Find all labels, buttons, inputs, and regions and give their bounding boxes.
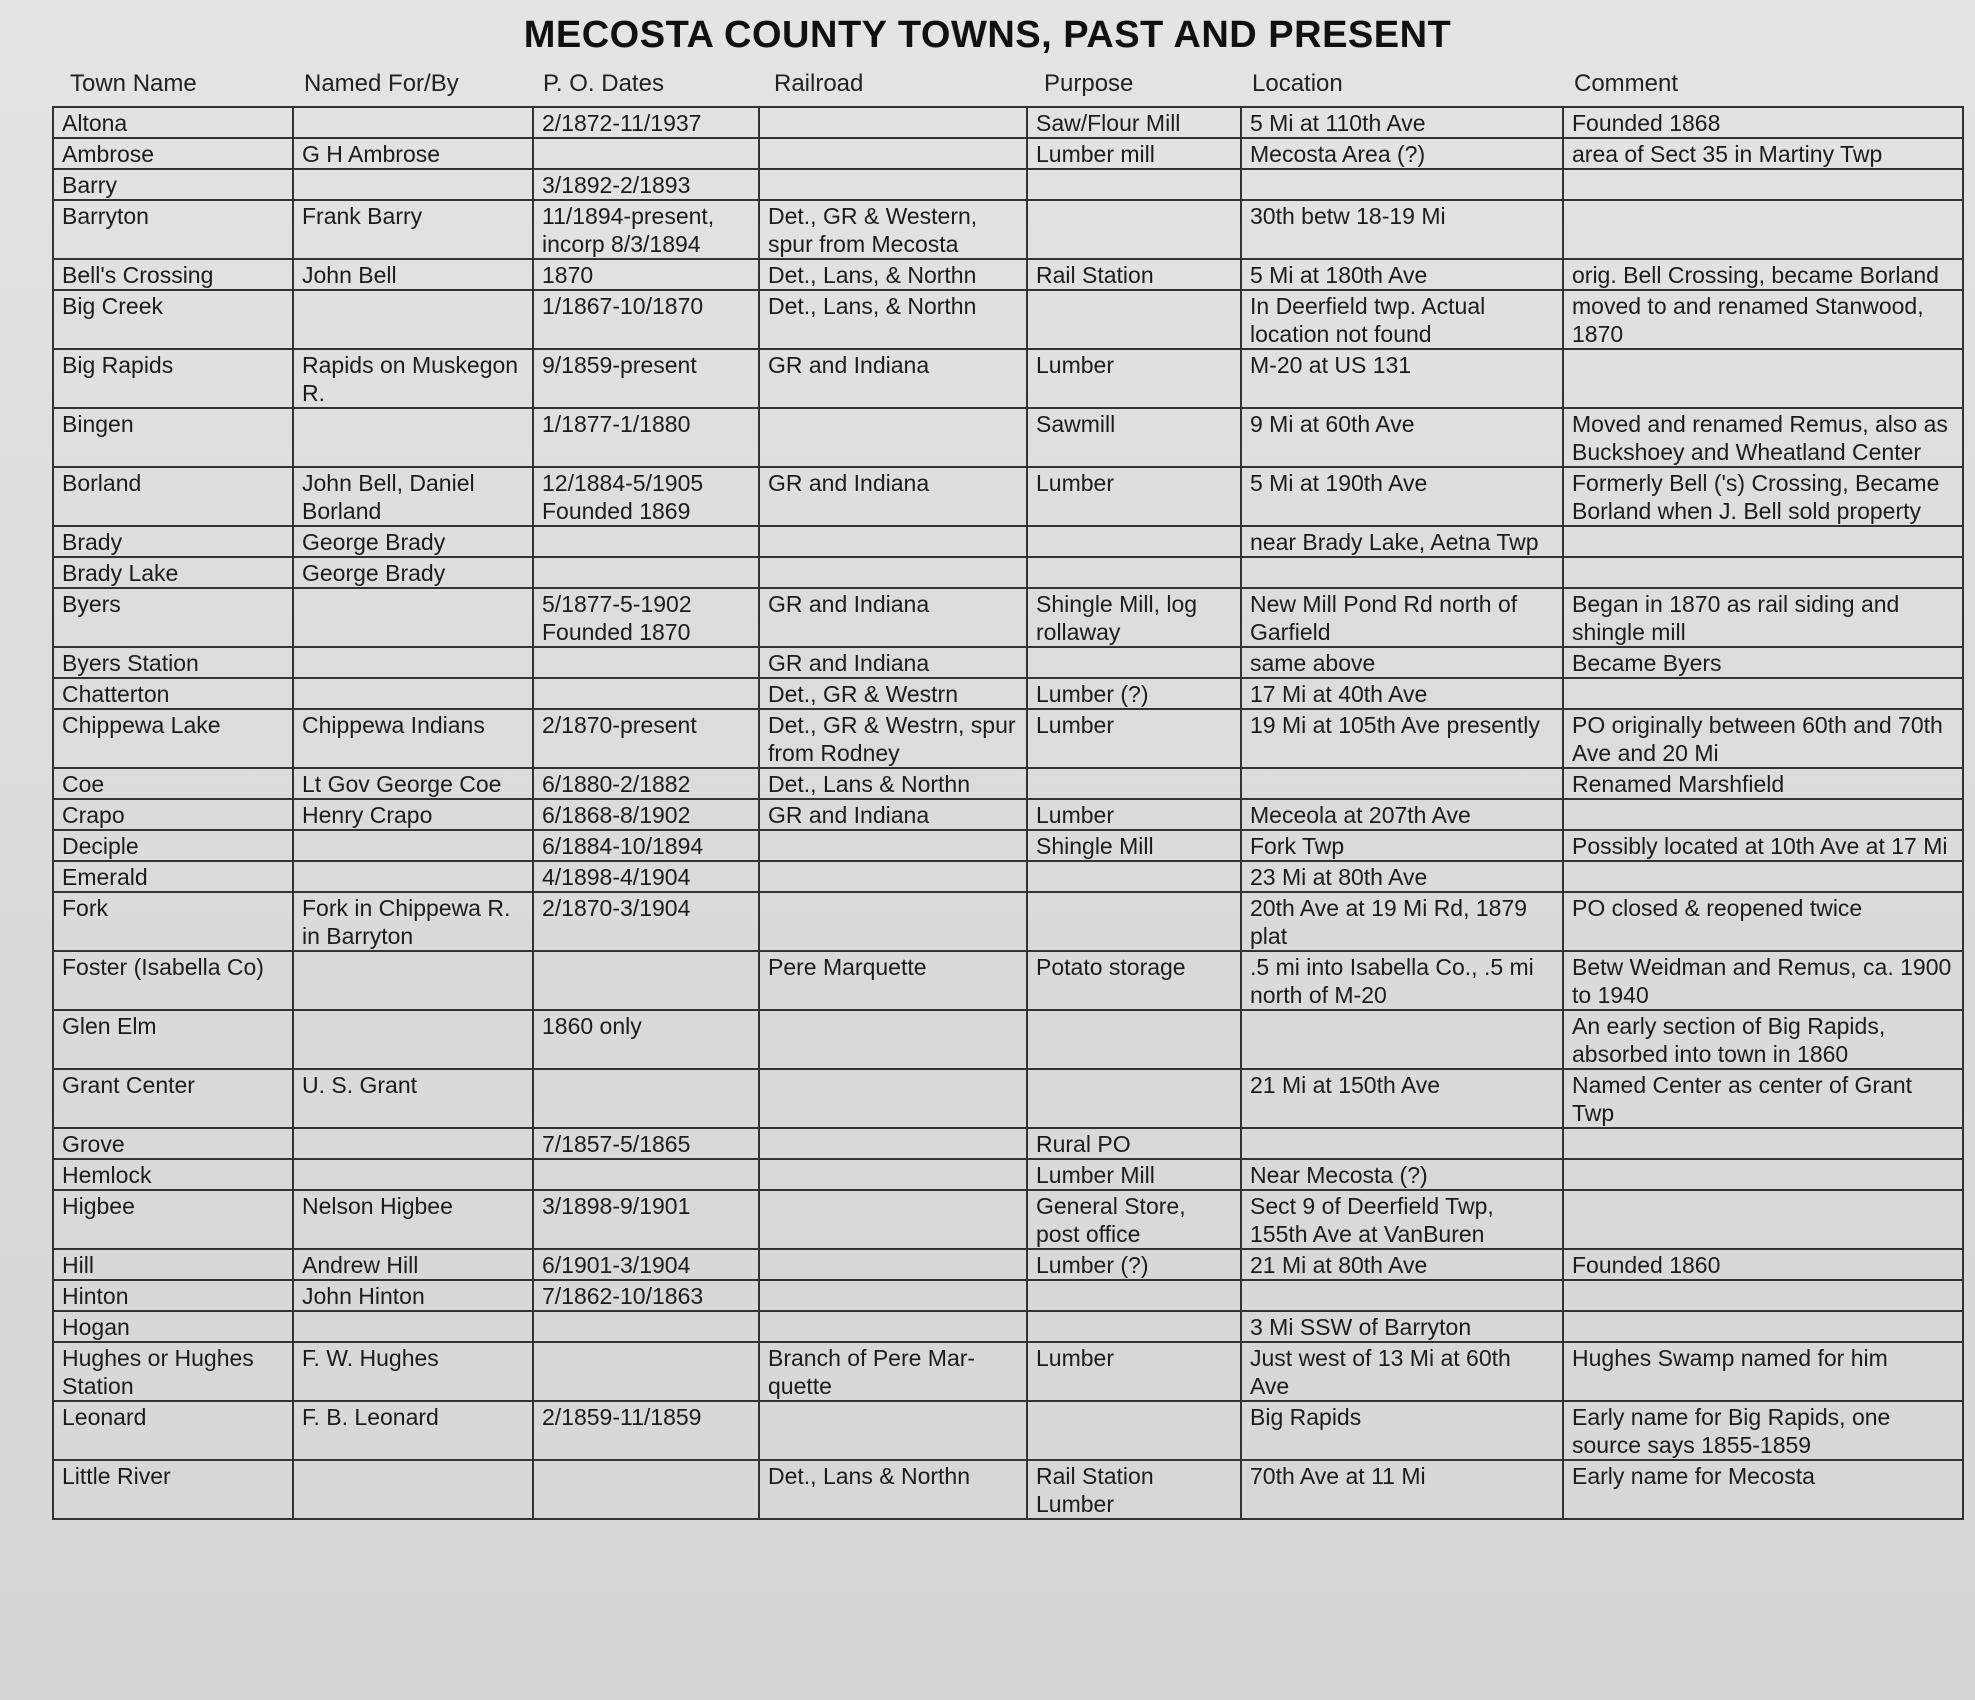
- cell-po-dates: 1/1877-1/1880: [533, 408, 759, 467]
- cell-location: [1241, 1280, 1563, 1311]
- cell-railroad: [759, 1311, 1027, 1342]
- cell-town-name: Hinton: [53, 1280, 293, 1311]
- cell-purpose: [1027, 1401, 1241, 1460]
- cell-railroad: GR and Indiana: [759, 588, 1027, 647]
- cell-town-name: Hemlock: [53, 1159, 293, 1190]
- table-row: [53, 557, 1963, 588]
- table-row: [53, 107, 1963, 138]
- cell-purpose: Sawmill: [1027, 408, 1241, 467]
- page-title: MECOSTA COUNTY TOWNS, PAST AND PRESENT: [523, 14, 1452, 56]
- table-row: [53, 467, 1963, 526]
- cell-po-dates: 11/1894-present, incorp 8/3/1894: [533, 200, 759, 259]
- cell-po-dates: 2/1859-11/1859: [533, 1401, 759, 1460]
- cell-location: [1241, 169, 1563, 200]
- cell-purpose: [1027, 169, 1241, 200]
- cell-purpose: Lumber (?): [1027, 1249, 1241, 1280]
- cell-location: 9 Mi at 60th Ave: [1241, 408, 1563, 467]
- cell-town-name: Emerald: [53, 861, 293, 892]
- cell-town-name: Grant Center: [53, 1069, 293, 1128]
- cell-po-dates: [533, 138, 759, 169]
- cell-location: 21 Mi at 150th Ave: [1241, 1069, 1563, 1128]
- cell-named-for: [293, 408, 533, 467]
- column-header-row: [58, 70, 1963, 106]
- cell-town-name: Barryton: [53, 200, 293, 259]
- cell-named-for: George Brady: [293, 557, 533, 588]
- cell-named-for: Frank Barry: [293, 200, 533, 259]
- cell-town-name: Glen Elm: [53, 1010, 293, 1069]
- table-row: [53, 1249, 1963, 1280]
- cell-comment: Founded 1868: [1563, 107, 1963, 138]
- cell-po-dates: 9/1859-present: [533, 349, 759, 408]
- cell-po-dates: [533, 1460, 759, 1519]
- cell-railroad: GR and Indiana: [759, 349, 1027, 408]
- cell-location: 3 Mi SSW of Barryton: [1241, 1311, 1563, 1342]
- cell-railroad: GR and Indiana: [759, 799, 1027, 830]
- cell-purpose: [1027, 557, 1241, 588]
- cell-location: 5 Mi at 190th Ave: [1241, 467, 1563, 526]
- cell-railroad: [759, 1249, 1027, 1280]
- cell-named-for: [293, 1460, 533, 1519]
- cell-named-for: Andrew Hill: [293, 1249, 533, 1280]
- cell-railroad: [759, 408, 1027, 467]
- cell-named-for: George Brady: [293, 526, 533, 557]
- cell-location: 23 Mi at 80th Ave: [1241, 861, 1563, 892]
- cell-named-for: [293, 861, 533, 892]
- cell-town-name: Foster (Isabella Co): [53, 951, 293, 1010]
- table-row: [53, 1010, 1963, 1069]
- cell-comment: Betw Weidman and Remus, ca. 1900 to 1940: [1563, 951, 1963, 1010]
- cell-location: Just west of 13 Mi at 60th Ave: [1241, 1342, 1563, 1401]
- cell-town-name: Byers Station: [53, 647, 293, 678]
- table-row: [53, 200, 1963, 259]
- cell-railroad: [759, 1190, 1027, 1249]
- cell-railroad: [759, 830, 1027, 861]
- cell-comment: [1563, 799, 1963, 830]
- cell-railroad: [759, 1010, 1027, 1069]
- column-header-location: Location: [1252, 70, 1343, 97]
- cell-railroad: [759, 1159, 1027, 1190]
- cell-town-name: Deciple: [53, 830, 293, 861]
- table-row: [53, 1342, 1963, 1401]
- cell-po-dates: [533, 1069, 759, 1128]
- cell-named-for: [293, 1311, 533, 1342]
- cell-railroad: Det., GR & Westrn, spur from Rodney: [759, 709, 1027, 768]
- cell-po-dates: [533, 557, 759, 588]
- cell-railroad: Det., Lans & Northn: [759, 1460, 1027, 1519]
- cell-location: [1241, 1128, 1563, 1159]
- table-row: [53, 290, 1963, 349]
- cell-location: M-20 at US 131: [1241, 349, 1563, 408]
- cell-town-name: Little River: [53, 1460, 293, 1519]
- cell-railroad: Det., Lans & Northn: [759, 768, 1027, 799]
- table-row: [53, 408, 1963, 467]
- cell-railroad: GR and Indiana: [759, 467, 1027, 526]
- cell-location: 19 Mi at 105th Ave presently: [1241, 709, 1563, 768]
- table-row: [53, 1460, 1963, 1519]
- cell-purpose: Rail Station: [1027, 259, 1241, 290]
- cell-location: 30th betw 18-19 Mi: [1241, 200, 1563, 259]
- cell-named-for: Fork in Chippewa R. in Barryton: [293, 892, 533, 951]
- cell-purpose: General Store, post office: [1027, 1190, 1241, 1249]
- cell-po-dates: [533, 1311, 759, 1342]
- cell-comment: Moved and renamed Remus, also as Buckshoey and Wheatland Center: [1563, 408, 1963, 467]
- cell-po-dates: 3/1898-9/1901: [533, 1190, 759, 1249]
- cell-town-name: Chippewa Lake: [53, 709, 293, 768]
- table-row: [53, 647, 1963, 678]
- cell-named-for: Henry Crapo: [293, 799, 533, 830]
- column-header-named-for: Named For/By: [304, 70, 459, 97]
- cell-po-dates: 4/1898-4/1904: [533, 861, 759, 892]
- cell-railroad: [759, 1069, 1027, 1128]
- cell-po-dates: 2/1870-3/1904: [533, 892, 759, 951]
- table-row: [53, 526, 1963, 557]
- cell-po-dates: 1860 only: [533, 1010, 759, 1069]
- cell-comment: [1563, 861, 1963, 892]
- cell-location: [1241, 1010, 1563, 1069]
- cell-railroad: Pere Marquette: [759, 951, 1027, 1010]
- cell-town-name: Borland: [53, 467, 293, 526]
- cell-railroad: [759, 1401, 1027, 1460]
- cell-named-for: [293, 169, 533, 200]
- cell-comment: Formerly Bell ('s) Crossing, Became Borland when J. Bell sold property: [1563, 467, 1963, 526]
- cell-named-for: [293, 588, 533, 647]
- cell-purpose: [1027, 892, 1241, 951]
- cell-purpose: Potato storage: [1027, 951, 1241, 1010]
- cell-po-dates: [533, 1159, 759, 1190]
- cell-po-dates: 6/1901-3/1904: [533, 1249, 759, 1280]
- cell-railroad: Det., Lans, & Northn: [759, 290, 1027, 349]
- cell-purpose: [1027, 290, 1241, 349]
- cell-railroad: Branch of Pere Mar-quette: [759, 1342, 1027, 1401]
- cell-town-name: Bingen: [53, 408, 293, 467]
- cell-po-dates: [533, 526, 759, 557]
- cell-comment: An early section of Big Rapids, absorbed into town in 1860: [1563, 1010, 1963, 1069]
- table-row: [53, 951, 1963, 1010]
- cell-location: 21 Mi at 80th Ave: [1241, 1249, 1563, 1280]
- cell-location: same above: [1241, 647, 1563, 678]
- table-row: [53, 1401, 1963, 1460]
- table-row: [53, 768, 1963, 799]
- table-row: [53, 1159, 1963, 1190]
- table-row: [53, 1069, 1963, 1128]
- cell-named-for: Rapids on Muskegon R.: [293, 349, 533, 408]
- cell-named-for: [293, 1010, 533, 1069]
- cell-purpose: Lumber: [1027, 799, 1241, 830]
- cell-comment: [1563, 1311, 1963, 1342]
- cell-named-for: [293, 107, 533, 138]
- cell-comment: Began in 1870 as rail siding and shingle mill: [1563, 588, 1963, 647]
- cell-town-name: Ambrose: [53, 138, 293, 169]
- cell-town-name: Byers: [53, 588, 293, 647]
- cell-purpose: Saw/Flour Mill: [1027, 107, 1241, 138]
- cell-location: Fork Twp: [1241, 830, 1563, 861]
- cell-town-name: Barry: [53, 169, 293, 200]
- cell-town-name: Fork: [53, 892, 293, 951]
- table-row: [53, 830, 1963, 861]
- cell-po-dates: 12/1884-5/1905 Founded 1869: [533, 467, 759, 526]
- cell-named-for: F. B. Leonard: [293, 1401, 533, 1460]
- cell-location: New Mill Pond Rd north of Garfield: [1241, 588, 1563, 647]
- cell-named-for: Chippewa Indians: [293, 709, 533, 768]
- cell-purpose: Shingle Mill: [1027, 830, 1241, 861]
- cell-location: 5 Mi at 110th Ave: [1241, 107, 1563, 138]
- cell-po-dates: 6/1868-8/1902: [533, 799, 759, 830]
- cell-named-for: [293, 290, 533, 349]
- cell-location: Near Mecosta (?): [1241, 1159, 1563, 1190]
- cell-comment: [1563, 349, 1963, 408]
- cell-location: In Deerfield twp. Actual location not found: [1241, 290, 1563, 349]
- cell-po-dates: 2/1870-present: [533, 709, 759, 768]
- cell-named-for: [293, 678, 533, 709]
- cell-location: .5 mi into Isabella Co., .5 mi north of M-20: [1241, 951, 1563, 1010]
- column-header-comment: Comment: [1574, 70, 1679, 97]
- cell-purpose: [1027, 1010, 1241, 1069]
- cell-po-dates: 7/1857-5/1865: [533, 1128, 759, 1159]
- cell-po-dates: 5/1877-5-1902 Founded 1870: [533, 588, 759, 647]
- cell-comment: Named Center as center of Grant Twp: [1563, 1069, 1963, 1128]
- cell-town-name: Hogan: [53, 1311, 293, 1342]
- cell-railroad: Det., GR & Western, spur from Mecosta: [759, 200, 1027, 259]
- cell-location: [1241, 557, 1563, 588]
- table-row: [53, 1128, 1963, 1159]
- cell-named-for: [293, 951, 533, 1010]
- cell-location: Big Rapids: [1241, 1401, 1563, 1460]
- cell-comment: [1563, 678, 1963, 709]
- cell-named-for: [293, 830, 533, 861]
- cell-purpose: [1027, 1069, 1241, 1128]
- table-row: [53, 138, 1963, 169]
- cell-town-name: Big Creek: [53, 290, 293, 349]
- cell-railroad: [759, 169, 1027, 200]
- cell-railroad: Det., GR & Westrn: [759, 678, 1027, 709]
- cell-comment: PO closed & reopened twice: [1563, 892, 1963, 951]
- cell-comment: [1563, 1190, 1963, 1249]
- cell-named-for: [293, 1128, 533, 1159]
- cell-railroad: [759, 138, 1027, 169]
- cell-comment: [1563, 1128, 1963, 1159]
- cell-po-dates: [533, 678, 759, 709]
- cell-purpose: [1027, 526, 1241, 557]
- column-header-railroad: Railroad: [774, 70, 864, 97]
- cell-named-for: [293, 1159, 533, 1190]
- cell-named-for: Nelson Higbee: [293, 1190, 533, 1249]
- cell-purpose: Lumber mill: [1027, 138, 1241, 169]
- cell-town-name: Chatterton: [53, 678, 293, 709]
- cell-comment: [1563, 526, 1963, 557]
- column-header-town-name: Town Name: [70, 70, 197, 97]
- cell-railroad: [759, 526, 1027, 557]
- towns-table-body: [53, 107, 1963, 1519]
- table-row: [53, 799, 1963, 830]
- cell-town-name: Higbee: [53, 1190, 293, 1249]
- cell-railroad: GR and Indiana: [759, 647, 1027, 678]
- cell-purpose: Lumber (?): [1027, 678, 1241, 709]
- cell-town-name: Altona: [53, 107, 293, 138]
- cell-railroad: [759, 1128, 1027, 1159]
- cell-railroad: [759, 861, 1027, 892]
- cell-po-dates: 3/1892-2/1893: [533, 169, 759, 200]
- cell-town-name: Hughes or Hughes Station: [53, 1342, 293, 1401]
- table-row: [53, 1280, 1963, 1311]
- cell-railroad: [759, 107, 1027, 138]
- cell-po-dates: 1870: [533, 259, 759, 290]
- cell-purpose: [1027, 861, 1241, 892]
- cell-town-name: Crapo: [53, 799, 293, 830]
- cell-town-name: Brady Lake: [53, 557, 293, 588]
- cell-comment: [1563, 169, 1963, 200]
- cell-comment: Became Byers: [1563, 647, 1963, 678]
- cell-location: 5 Mi at 180th Ave: [1241, 259, 1563, 290]
- cell-location: 70th Ave at 11 Mi: [1241, 1460, 1563, 1519]
- cell-purpose: Lumber: [1027, 467, 1241, 526]
- cell-railroad: [759, 1280, 1027, 1311]
- cell-po-dates: 1/1867-10/1870: [533, 290, 759, 349]
- cell-purpose: [1027, 1280, 1241, 1311]
- cell-po-dates: 6/1880-2/1882: [533, 768, 759, 799]
- table-row: [53, 169, 1963, 200]
- table-row: [53, 1311, 1963, 1342]
- cell-named-for: John Hinton: [293, 1280, 533, 1311]
- cell-location: Mecosta Area (?): [1241, 138, 1563, 169]
- table-row: [53, 259, 1963, 290]
- cell-po-dates: [533, 647, 759, 678]
- cell-location: Sect 9 of Deerfield Twp, 155th Ave at VanBuren: [1241, 1190, 1563, 1249]
- cell-railroad: [759, 557, 1027, 588]
- column-header-purpose: Purpose: [1044, 70, 1134, 97]
- cell-po-dates: [533, 1342, 759, 1401]
- cell-named-for: G H Ambrose: [293, 138, 533, 169]
- cell-purpose: Lumber: [1027, 1342, 1241, 1401]
- cell-comment: Early name for Mecosta: [1563, 1460, 1963, 1519]
- cell-location: 17 Mi at 40th Ave: [1241, 678, 1563, 709]
- cell-comment: [1563, 200, 1963, 259]
- cell-po-dates: 2/1872-11/1937: [533, 107, 759, 138]
- cell-po-dates: 7/1862-10/1863: [533, 1280, 759, 1311]
- cell-comment: Hughes Swamp named for him: [1563, 1342, 1963, 1401]
- cell-comment: Founded 1860: [1563, 1249, 1963, 1280]
- cell-town-name: Coe: [53, 768, 293, 799]
- cell-location: 20th Ave at 19 Mi Rd, 1879 plat: [1241, 892, 1563, 951]
- cell-purpose: [1027, 200, 1241, 259]
- cell-comment: Renamed Marshfield: [1563, 768, 1963, 799]
- cell-named-for: [293, 647, 533, 678]
- cell-location: [1241, 768, 1563, 799]
- cell-named-for: Lt Gov George Coe: [293, 768, 533, 799]
- cell-location: Meceola at 207th Ave: [1241, 799, 1563, 830]
- table-row: [53, 588, 1963, 647]
- cell-purpose: Rail Station Lumber: [1027, 1460, 1241, 1519]
- table-row: [53, 349, 1963, 408]
- cell-named-for: F. W. Hughes: [293, 1342, 533, 1401]
- cell-po-dates: [533, 951, 759, 1010]
- cell-named-for: John Bell, Daniel Borland: [293, 467, 533, 526]
- table-row: [53, 1190, 1963, 1249]
- table-row: [53, 678, 1963, 709]
- cell-town-name: Leonard: [53, 1401, 293, 1460]
- cell-named-for: U. S. Grant: [293, 1069, 533, 1128]
- cell-named-for: John Bell: [293, 259, 533, 290]
- cell-location: near Brady Lake, Aetna Twp: [1241, 526, 1563, 557]
- table-row: [53, 892, 1963, 951]
- cell-purpose: Lumber Mill: [1027, 1159, 1241, 1190]
- cell-town-name: Big Rapids: [53, 349, 293, 408]
- cell-town-name: Brady: [53, 526, 293, 557]
- cell-purpose: [1027, 647, 1241, 678]
- cell-comment: Possibly located at 10th Ave at 17 Mi: [1563, 830, 1963, 861]
- cell-purpose: Lumber: [1027, 349, 1241, 408]
- cell-comment: [1563, 557, 1963, 588]
- cell-purpose: Shingle Mill, log rollaway: [1027, 588, 1241, 647]
- column-header-po-dates: P. O. Dates: [543, 70, 664, 97]
- cell-comment: Early name for Big Rapids, one source says 1855-1859: [1563, 1401, 1963, 1460]
- cell-town-name: Grove: [53, 1128, 293, 1159]
- cell-comment: orig. Bell Crossing, became Borland: [1563, 259, 1963, 290]
- cell-comment: PO originally between 60th and 70th Ave and 20 Mi: [1563, 709, 1963, 768]
- cell-town-name: Bell's Crossing: [53, 259, 293, 290]
- cell-purpose: Lumber: [1027, 709, 1241, 768]
- cell-comment: [1563, 1159, 1963, 1190]
- cell-po-dates: 6/1884-10/1894: [533, 830, 759, 861]
- cell-railroad: [759, 892, 1027, 951]
- towns-table: [52, 106, 1964, 1520]
- cell-railroad: Det., Lans, & Northn: [759, 259, 1027, 290]
- cell-comment: area of Sect 35 in Martiny Twp: [1563, 138, 1963, 169]
- table-row: [53, 861, 1963, 892]
- cell-town-name: Hill: [53, 1249, 293, 1280]
- table-row: [53, 709, 1963, 768]
- cell-purpose: Rural PO: [1027, 1128, 1241, 1159]
- cell-comment: [1563, 1280, 1963, 1311]
- cell-purpose: [1027, 768, 1241, 799]
- cell-purpose: [1027, 1311, 1241, 1342]
- cell-comment: moved to and renamed Stanwood, 1870: [1563, 290, 1963, 349]
